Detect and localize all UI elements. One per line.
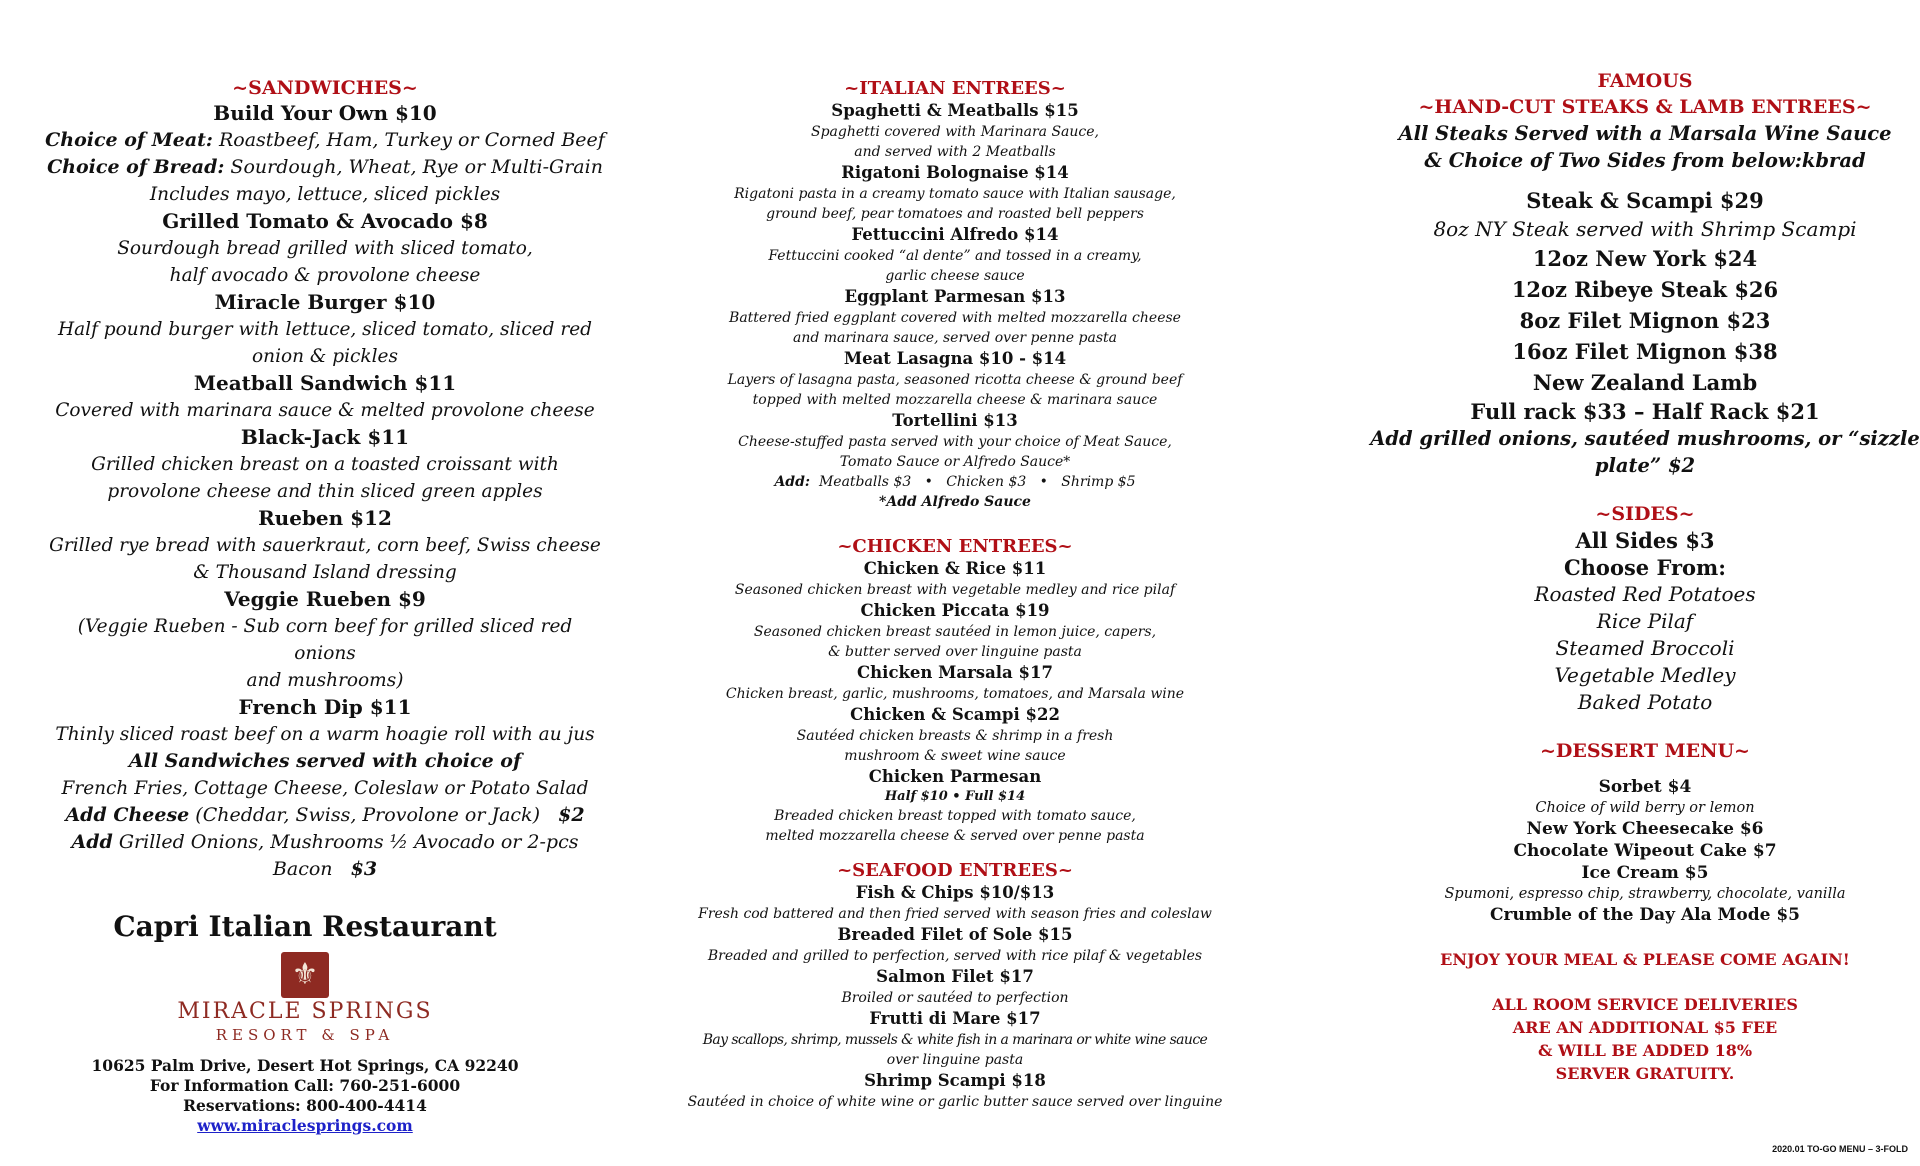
menu-item-title: Chicken Piccata $19 <box>860 601 1050 620</box>
menu-item-desc: over linguine pasta <box>886 1052 1024 1068</box>
steaks-heading-famous: FAMOUS <box>1597 70 1693 92</box>
menu-item-title: Chicken Marsala $17 <box>857 663 1053 682</box>
enjoy-message: ENJOY YOUR MEAL & PLEASE COME AGAIN! <box>1440 950 1850 969</box>
menu-item-desc: Breaded chicken breast topped with tomato sauce, <box>774 808 1136 824</box>
side-item: Steamed Broccoli <box>1555 636 1735 660</box>
add-ons-line <box>675 472 1235 492</box>
menu-item-desc: Tomato Sauce or Alfredo Sauce* <box>839 454 1071 470</box>
miracle-springs-logo <box>155 952 455 1052</box>
menu-item-desc: Seasoned chicken breast sautéed in lemon juice, capers, <box>753 624 1157 640</box>
menu-item-title: Rueben $12 <box>258 506 392 530</box>
menu-item-desc: 8oz NY Steak served with Shrimp Scampi <box>1433 217 1857 241</box>
meat-options: Roastbeef, Ham, Turkey or Corned Beef <box>212 129 605 151</box>
add-ons-label: Add: <box>774 474 811 490</box>
seafood-heading: ~SEAFOOD ENTREES~ <box>837 860 1073 881</box>
menu-item-title: Chicken & Scampi $22 <box>850 705 1060 724</box>
dessert-item-title: Chocolate Wipeout Cake $7 <box>1513 841 1777 861</box>
footer-code: 2020.01 TO-GO MENU – 3-FOLD <box>1772 1144 1908 1154</box>
parmesan-price: Half $10 • Full $14 <box>884 789 1026 804</box>
menu-item-desc: and mushrooms) <box>246 670 404 691</box>
lamb-price: Full rack $33 – Half Rack $21 <box>1470 399 1820 424</box>
menu-item-desc: & Thousand Island dressing <box>193 562 457 583</box>
delivery-notice: ARE AN ADDITIONAL $5 FEE <box>1512 1018 1778 1037</box>
address: 10625 Palm Drive, Desert Hot Springs, CA 92240 <box>91 1056 519 1075</box>
menu-item-title: 12oz New York $24 <box>1532 246 1758 271</box>
menu-item-desc: topped with melted mozzarella cheese & marinara sauce <box>752 392 1158 408</box>
add-extras-options-2: Bacon <box>272 858 351 880</box>
sandwiches-column <box>45 0 605 883</box>
add-cheese-price: $2 <box>558 804 585 826</box>
menu-item-desc: Half pound burger with lettuce, sliced tomato, sliced red <box>58 319 592 340</box>
menu-item-title: New Zealand Lamb <box>1532 370 1758 395</box>
menu-item-desc: (Veggie Rueben - Sub corn beef for grilled sliced red onions <box>77 616 573 664</box>
menu-item-title: 8oz Filet Mignon $23 <box>1519 308 1771 333</box>
sides-heading: ~SIDES~ <box>1595 503 1695 525</box>
dessert-item-title: Crumble of the Day Ala Mode $5 <box>1489 905 1800 925</box>
reservations-phone: Reservations: 800-400-4414 <box>183 1096 427 1115</box>
menu-item-desc: Grilled chicken breast on a toasted croissant with <box>91 454 559 475</box>
menu-item-desc: Rigatoni pasta in a creamy tomato sauce with Italian sausage, <box>734 186 1176 202</box>
menu-item-title: Steak & Scampi $29 <box>1526 188 1764 213</box>
fleur-emblem-icon: ⚜ <box>281 952 329 998</box>
side-item: Rice Pilaf <box>1596 609 1694 633</box>
add-ons-options: Meatballs $3 • Chicken $3 • Shrimp $5 <box>810 474 1136 490</box>
chicken-heading: ~CHICKEN ENTREES~ <box>837 536 1073 557</box>
sides-list: French Fries, Cottage Cheese, Coleslaw or Potato Salad <box>61 778 589 799</box>
menu-item-desc: Battered fried eggplant covered with melted mozzarella cheese <box>729 310 1181 326</box>
info-phone: For Information Call: 760-251-6000 <box>149 1076 461 1095</box>
menu-item-title: Shrimp Scampi $18 <box>864 1071 1046 1090</box>
menu-item-title: French Dip $11 <box>238 695 412 719</box>
steaks-subheading-2: & Choice of Two Sides from below:kbrad <box>1424 149 1866 172</box>
menu-item-title: Meat Lasagna $10 - $14 <box>843 349 1067 368</box>
menu-item-desc: garlic cheese sauce <box>885 268 1025 284</box>
menu-item-title: Frutti di Mare $17 <box>869 1009 1041 1028</box>
side-item: Roasted Red Potatoes <box>1534 582 1756 606</box>
menu-item-desc: mushroom & sweet wine sauce <box>844 748 1066 764</box>
menu-item-desc: Seasoned chicken breast with vegetable medley and rice pilaf <box>734 582 1176 598</box>
menu-item-title: Meatball Sandwich $11 <box>193 371 457 395</box>
served-with-note: All Sandwiches served with choice of <box>128 750 522 772</box>
menu-item-desc: Fettuccini cooked “al dente” and tossed in a creamy, <box>768 248 1142 264</box>
menu-item-desc: onion & pickles <box>252 346 398 367</box>
menu-item-title: Eggplant Parmesan $13 <box>844 287 1066 306</box>
italian-heading: ~ITALIAN ENTREES~ <box>844 78 1066 99</box>
add-cheese-label: Add Cheese <box>65 804 190 826</box>
add-alfredo-note: *Add Alfredo Sauce <box>879 494 1031 510</box>
menu-item-desc: Layers of lasagna pasta, seasoned ricotta cheese & ground beef <box>727 372 1183 388</box>
menu-item-title: Grilled Tomato & Avocado $8 <box>162 209 488 233</box>
menu-item-desc: & butter served over linguine pasta <box>828 644 1082 660</box>
dessert-heading: ~DESSERT MENU~ <box>1540 740 1750 762</box>
menu-item-desc: Chicken breast, garlic, mushrooms, tomatoes, and Marsala wine <box>725 686 1185 702</box>
menu-item-desc: Cheese-stuffed pasta served with your choice of Meat Sauce, <box>738 434 1172 450</box>
menu-item-desc: Broiled or sautéed to perfection <box>841 990 1069 1006</box>
logo-line-1: MIRACLE SPRINGS <box>177 999 433 1024</box>
entrees-column <box>675 0 1235 1112</box>
dessert-item-title: Ice Cream $5 <box>1581 863 1709 883</box>
menu-item-title: 16oz Filet Mignon $38 <box>1512 339 1778 364</box>
logo-line-2: RESORT & SPA <box>215 1026 395 1044</box>
menu-item-title: Chicken Parmesan <box>868 767 1042 786</box>
add-cheese-line <box>45 802 605 829</box>
add-extras-line-2 <box>45 856 605 883</box>
menu-item-desc: and marinara sauce, served over penne pasta <box>792 330 1117 346</box>
restaurant-name: Capri Italian Restaurant <box>113 910 497 943</box>
menu-item-title: Spaghetti & Meatballs $15 <box>831 101 1079 120</box>
choice-of-meat <box>45 127 605 154</box>
steaks-subheading: All Steaks Served with a Marsala Wine Sauce <box>1398 122 1892 145</box>
dessert-item-title: Sorbet $4 <box>1598 777 1692 797</box>
menu-item-title: 12oz Ribeye Steak $26 <box>1511 277 1779 302</box>
sandwiches-heading: ~SANDWICHES~ <box>232 77 418 99</box>
menu-item-title: Chicken & Rice $11 <box>863 559 1047 578</box>
add-extras-label: Add <box>71 831 113 853</box>
menu-item-title: Tortellini $13 <box>892 411 1018 430</box>
steak-add-ons: Add grilled onions, sautéed mushrooms, or “sizzle <box>1370 427 1920 450</box>
choice-of-bread <box>45 154 605 181</box>
menu-item-desc: Thinly sliced roast beef on a warm hoagie roll with au jus <box>55 724 595 745</box>
dessert-item-desc: Choice of wild berry or lemon <box>1535 800 1755 816</box>
build-your-own-title: Build Your Own $10 <box>213 101 437 125</box>
dessert-item-title: New York Cheesecake $6 <box>1526 819 1764 839</box>
side-item: Vegetable Medley <box>1554 663 1736 687</box>
website-link[interactable]: www.miraclesprings.com <box>197 1116 413 1135</box>
menu-item-desc: melted mozzarella cheese & served over penne pasta <box>765 828 1145 844</box>
steak-add-ons-2: plate” $2 <box>1594 454 1696 477</box>
menu-item-title: Rigatoni Bolognaise $14 <box>841 163 1069 182</box>
menu-item-title: Fish & Chips $10/$13 <box>855 883 1055 902</box>
menu-item-title: Black-Jack $11 <box>240 425 410 449</box>
delivery-notice: & WILL BE ADDED 18% <box>1537 1041 1753 1060</box>
menu-item-desc: half avocado & provolone cheese <box>169 265 481 286</box>
build-description: Includes mayo, lettuce, sliced pickles <box>149 184 501 205</box>
add-extras-options: Grilled Onions, Mushrooms ½ Avocado or 2-pcs <box>112 831 579 853</box>
add-extras-price: $3 <box>350 858 378 880</box>
menu-item-title: Breaded Filet of Sole $15 <box>837 925 1073 944</box>
menu-item-desc: ground beef, pear tomatoes and roasted bell peppers <box>766 206 1144 222</box>
menu-item-title: Salmon Filet $17 <box>876 967 1034 986</box>
menu-item-desc: Fresh cod battered and then fried served with season fries and coleslaw <box>698 906 1212 922</box>
meat-label: Choice of Meat: <box>45 129 213 151</box>
delivery-notice: ALL ROOM SERVICE DELIVERIES <box>1492 995 1798 1014</box>
menu-item-desc: Breaded and grilled to perfection, served with rice pilaf & vegetables <box>707 948 1203 964</box>
bread-label: Choice of Bread: <box>47 156 225 178</box>
menu-item-title: Fettuccini Alfredo $14 <box>851 225 1059 244</box>
steaks-heading: ~HAND-CUT STEAKS & LAMB ENTREES~ <box>1418 96 1872 118</box>
menu-item-desc: Sautéed chicken breasts & shrimp in a fresh <box>796 728 1114 744</box>
steaks-sides-dessert-column <box>1350 0 1920 1085</box>
menu-item-desc: Sourdough bread grilled with sliced tomato, <box>117 238 533 259</box>
add-extras-line <box>45 829 605 856</box>
menu-item-desc: Grilled rye bread with sauerkraut, corn beef, Swiss cheese <box>49 535 601 556</box>
add-cheese-options: (Cheddar, Swiss, Provolone or Jack) <box>189 804 559 826</box>
dessert-item-desc: Spumoni, espresso chip, strawberry, chocolate, vanilla <box>1444 886 1846 902</box>
restaurant-info <box>45 908 565 1136</box>
menu-item-desc: Spaghetti covered with Marinara Sauce, <box>811 124 1099 140</box>
sides-price: All Sides $3 <box>1575 528 1715 553</box>
menu-item-desc: and served with 2 Meatballs <box>854 144 1056 160</box>
bread-options: Sourdough, Wheat, Rye or Multi-Grain <box>224 156 603 178</box>
menu-item-desc: Sautéed in choice of white wine or garlic butter sauce served over linguine <box>687 1094 1223 1110</box>
menu-item-title: Miracle Burger $10 <box>214 290 436 314</box>
delivery-notice: SERVER GRATUITY. <box>1555 1064 1735 1083</box>
sides-choose: Choose From: <box>1563 555 1727 580</box>
menu-item-desc: Covered with marinara sauce & melted provolone cheese <box>55 400 595 421</box>
menu-item-desc: provolone cheese and thin sliced green apples <box>107 481 543 502</box>
side-item: Baked Potato <box>1577 690 1713 714</box>
menu-item-desc: Bay scallops, shrimp, mussels & white fish in a marinara or white wine sauce <box>702 1032 1208 1048</box>
menu-item-title: Veggie Rueben $9 <box>224 587 426 611</box>
